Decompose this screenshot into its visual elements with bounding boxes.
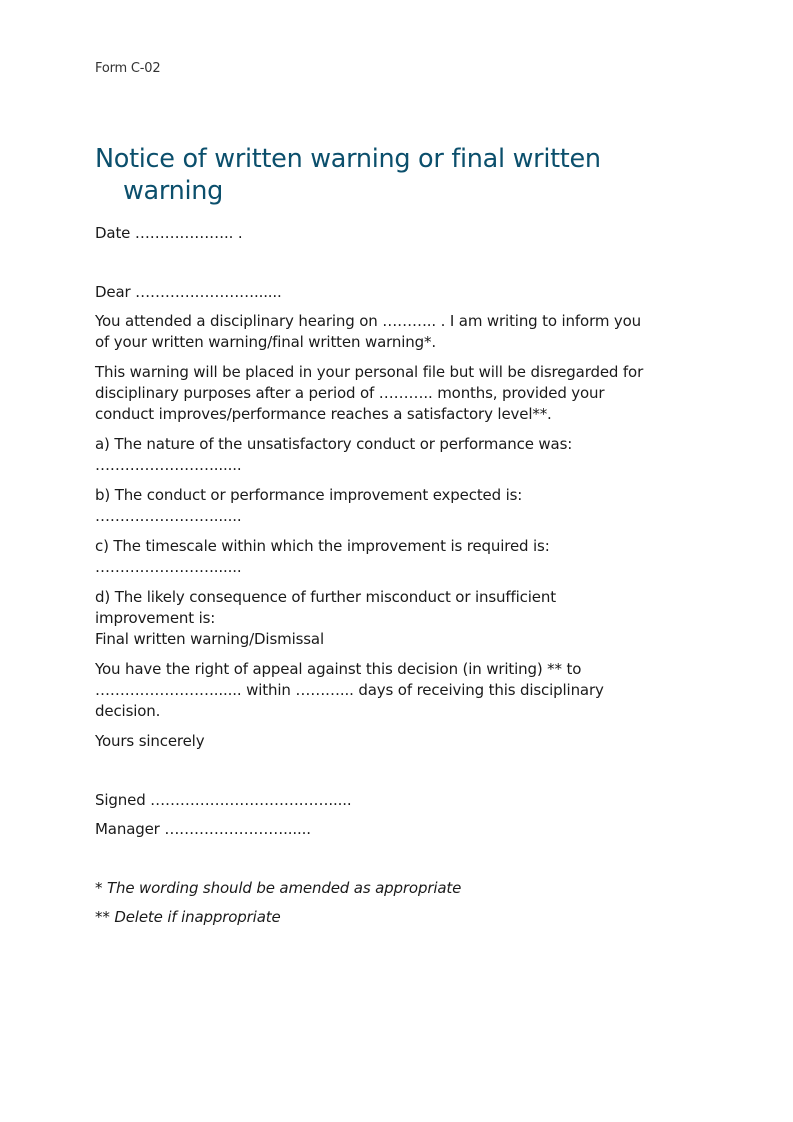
item-c-label: c) The timescale within which the improvement is required is:	[95, 537, 550, 555]
page-title	[95, 143, 695, 207]
item-b-label: b) The conduct or performance improvement expected is:	[95, 486, 523, 504]
appeal-line-1: You have the right of appeal against this decision (in writing) ** to	[95, 660, 582, 678]
item-b	[95, 485, 710, 527]
item-d	[95, 587, 710, 650]
hearing-paragraph	[95, 311, 710, 353]
item-a-label: a) The nature of the unsatisfactory conduct or performance was:	[95, 435, 573, 453]
item-b-blank: ……………………......	[95, 507, 242, 525]
title-line-2: warning	[123, 176, 224, 206]
signed-line: Signed ……………………………….....	[95, 791, 352, 809]
item-d-line-2: improvement is:	[95, 609, 216, 627]
item-a	[95, 434, 710, 476]
file-notice-line-3: conduct improves/performance reaches a satisfactory level**.	[95, 405, 552, 423]
hearing-line-1: You attended a disciplinary hearing on ……….. . I am writing to inform you	[95, 312, 642, 330]
item-d-line-3: Final written warning/Dismissal	[95, 630, 324, 648]
appeal-paragraph	[95, 659, 710, 722]
file-notice-line-2: disciplinary purposes after a period of ……….. months, provided your	[95, 384, 605, 402]
item-a-blank: ……………………......	[95, 456, 242, 474]
footnote-wording: * The wording should be amended as appropriate	[95, 879, 462, 897]
file-notice-line-1: This warning will be placed in your personal file but will be disregarded for	[95, 363, 644, 381]
date-line: Date ……………….. .	[95, 224, 243, 242]
hearing-line-2: of your written warning/final written warning*.	[95, 333, 436, 351]
item-c-blank: ……………………......	[95, 558, 242, 576]
dear-line: Dear ……………………......	[95, 283, 282, 301]
footnote-delete: ** Delete if inappropriate	[95, 908, 281, 926]
appeal-line-3: decision.	[95, 702, 161, 720]
form-code: Form C-02	[95, 61, 161, 76]
title-line-1: Notice of written warning or final written	[95, 144, 601, 174]
item-d-line-1: d) The likely consequence of further misconduct or insufficient	[95, 588, 556, 606]
manager-line: Manager ……………………......	[95, 820, 311, 838]
closing-line: Yours sincerely	[95, 732, 205, 750]
item-c	[95, 536, 710, 578]
appeal-line-2: ……………………...... within ………... days of receiving this disciplinary	[95, 681, 604, 699]
file-notice-paragraph	[95, 362, 710, 425]
